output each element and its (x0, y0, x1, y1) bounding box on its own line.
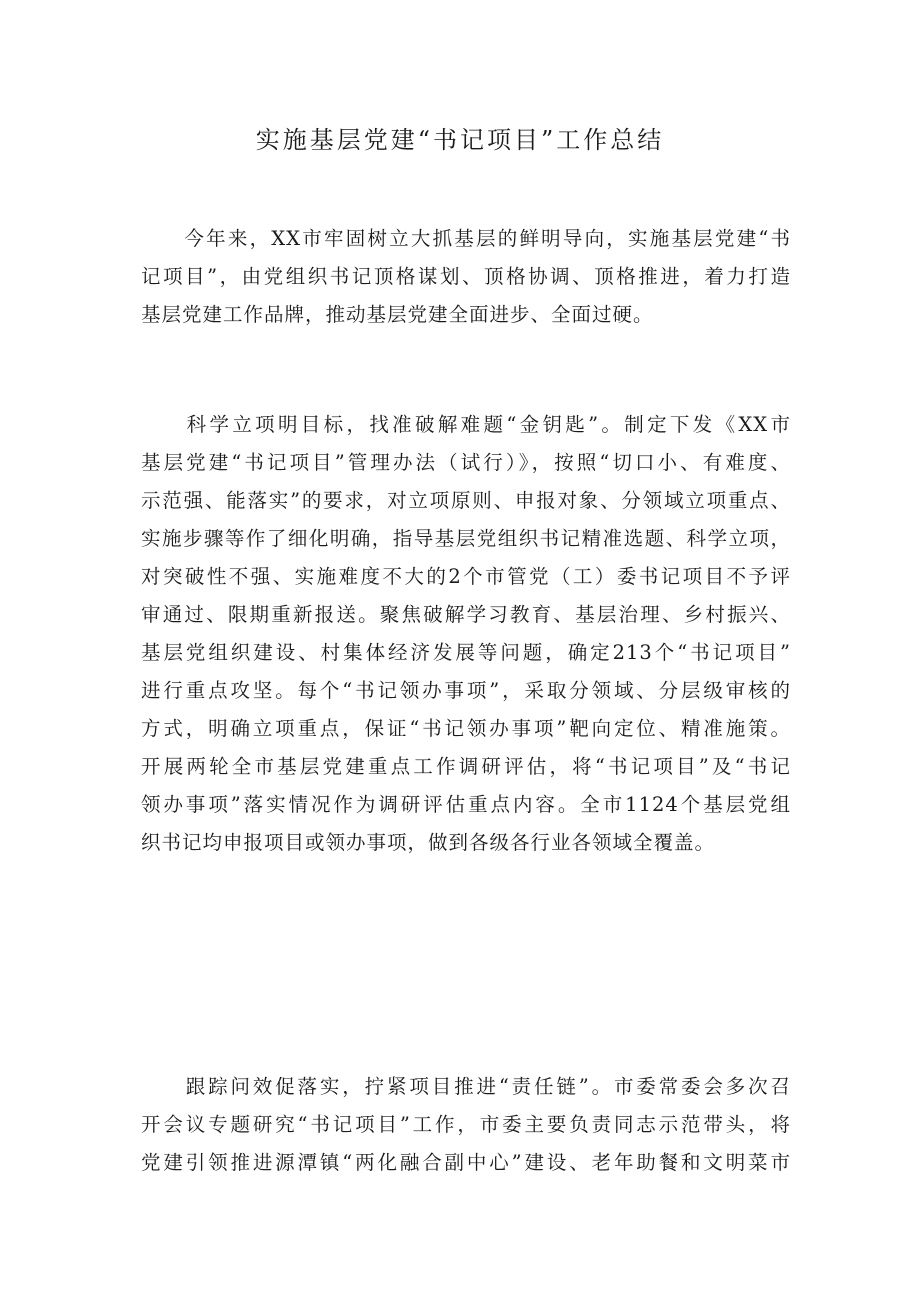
paragraph-line: 今年来，XX市牢固树立大抓基层的鲜明导向，实施基层党建“书 (141, 227, 791, 250)
paragraph-project-setup (141, 406, 791, 862)
paragraph-line: 织书记均申报项目或领办事项，做到各级各行业各领域全覆盖。 (141, 831, 716, 854)
paragraph-line: 示范强、能落实”的要求，对立项原则、申报对象、分领域立项重点、 (141, 489, 791, 512)
paragraph-line: 党建引领推进源潭镇“两化融合副中心”建设、老年助餐和文明菜市 (141, 1151, 791, 1174)
paragraph-line: 科学立项明目标，找准破解难题“金钥匙”。制定下发《XX市 (141, 413, 791, 436)
paragraph-line: 对突破性不强、实施难度不大的2个市管党（工）委书记项目不予评 (141, 565, 791, 588)
paragraph-line: 审通过、限期重新报送。聚焦破解学习教育、基层治理、乡村振兴、 (141, 603, 791, 626)
paragraph-line: 实施步骤等作了细化明确，指导基层党组织书记精准选题、科学立项， (141, 527, 791, 550)
paragraph-line: 基层党建“书记项目”管理办法（试行）》，按照“切口小、有难度、 (141, 451, 791, 474)
paragraph-line: 方式，明确立项重点，保证“书记领办事项”靶向定位、精准施策。 (141, 717, 791, 740)
paragraph-line: 跟踪问效促落实，拧紧项目推进“责任链”。市委常委会多次召 (141, 1075, 791, 1098)
paragraph-line: 进行重点攻坚。每个“书记领办事项”，采取分领域、分层级审核的 (141, 679, 791, 702)
page-title: 实施基层党建“书记项目”工作总结 (255, 126, 665, 154)
paragraph-line: 记项目”，由党组织书记顶格谋划、顶格协调、顶格推进，着力打造 (141, 265, 791, 288)
paragraph-line: 领办事项”落实情况作为调研评估重点内容。全市1124个基层党组 (141, 793, 791, 816)
paragraph-line: 开展两轮全市基层党建重点工作调研评估，将“书记项目”及“书记 (141, 755, 791, 778)
paragraph-line: 基层党建工作品牌，推动基层党建全面进步、全面过硬。 (141, 303, 654, 326)
paragraph-line: 开会议专题研究“书记项目”工作，市委主要负责同志示范带头，将 (141, 1113, 791, 1136)
paragraph-line: 基层党组织建设、村集体经济发展等问题，确定213个“书记项目” (141, 641, 791, 664)
paragraph-intro (141, 220, 791, 334)
paragraph-follow-up (141, 1068, 791, 1182)
